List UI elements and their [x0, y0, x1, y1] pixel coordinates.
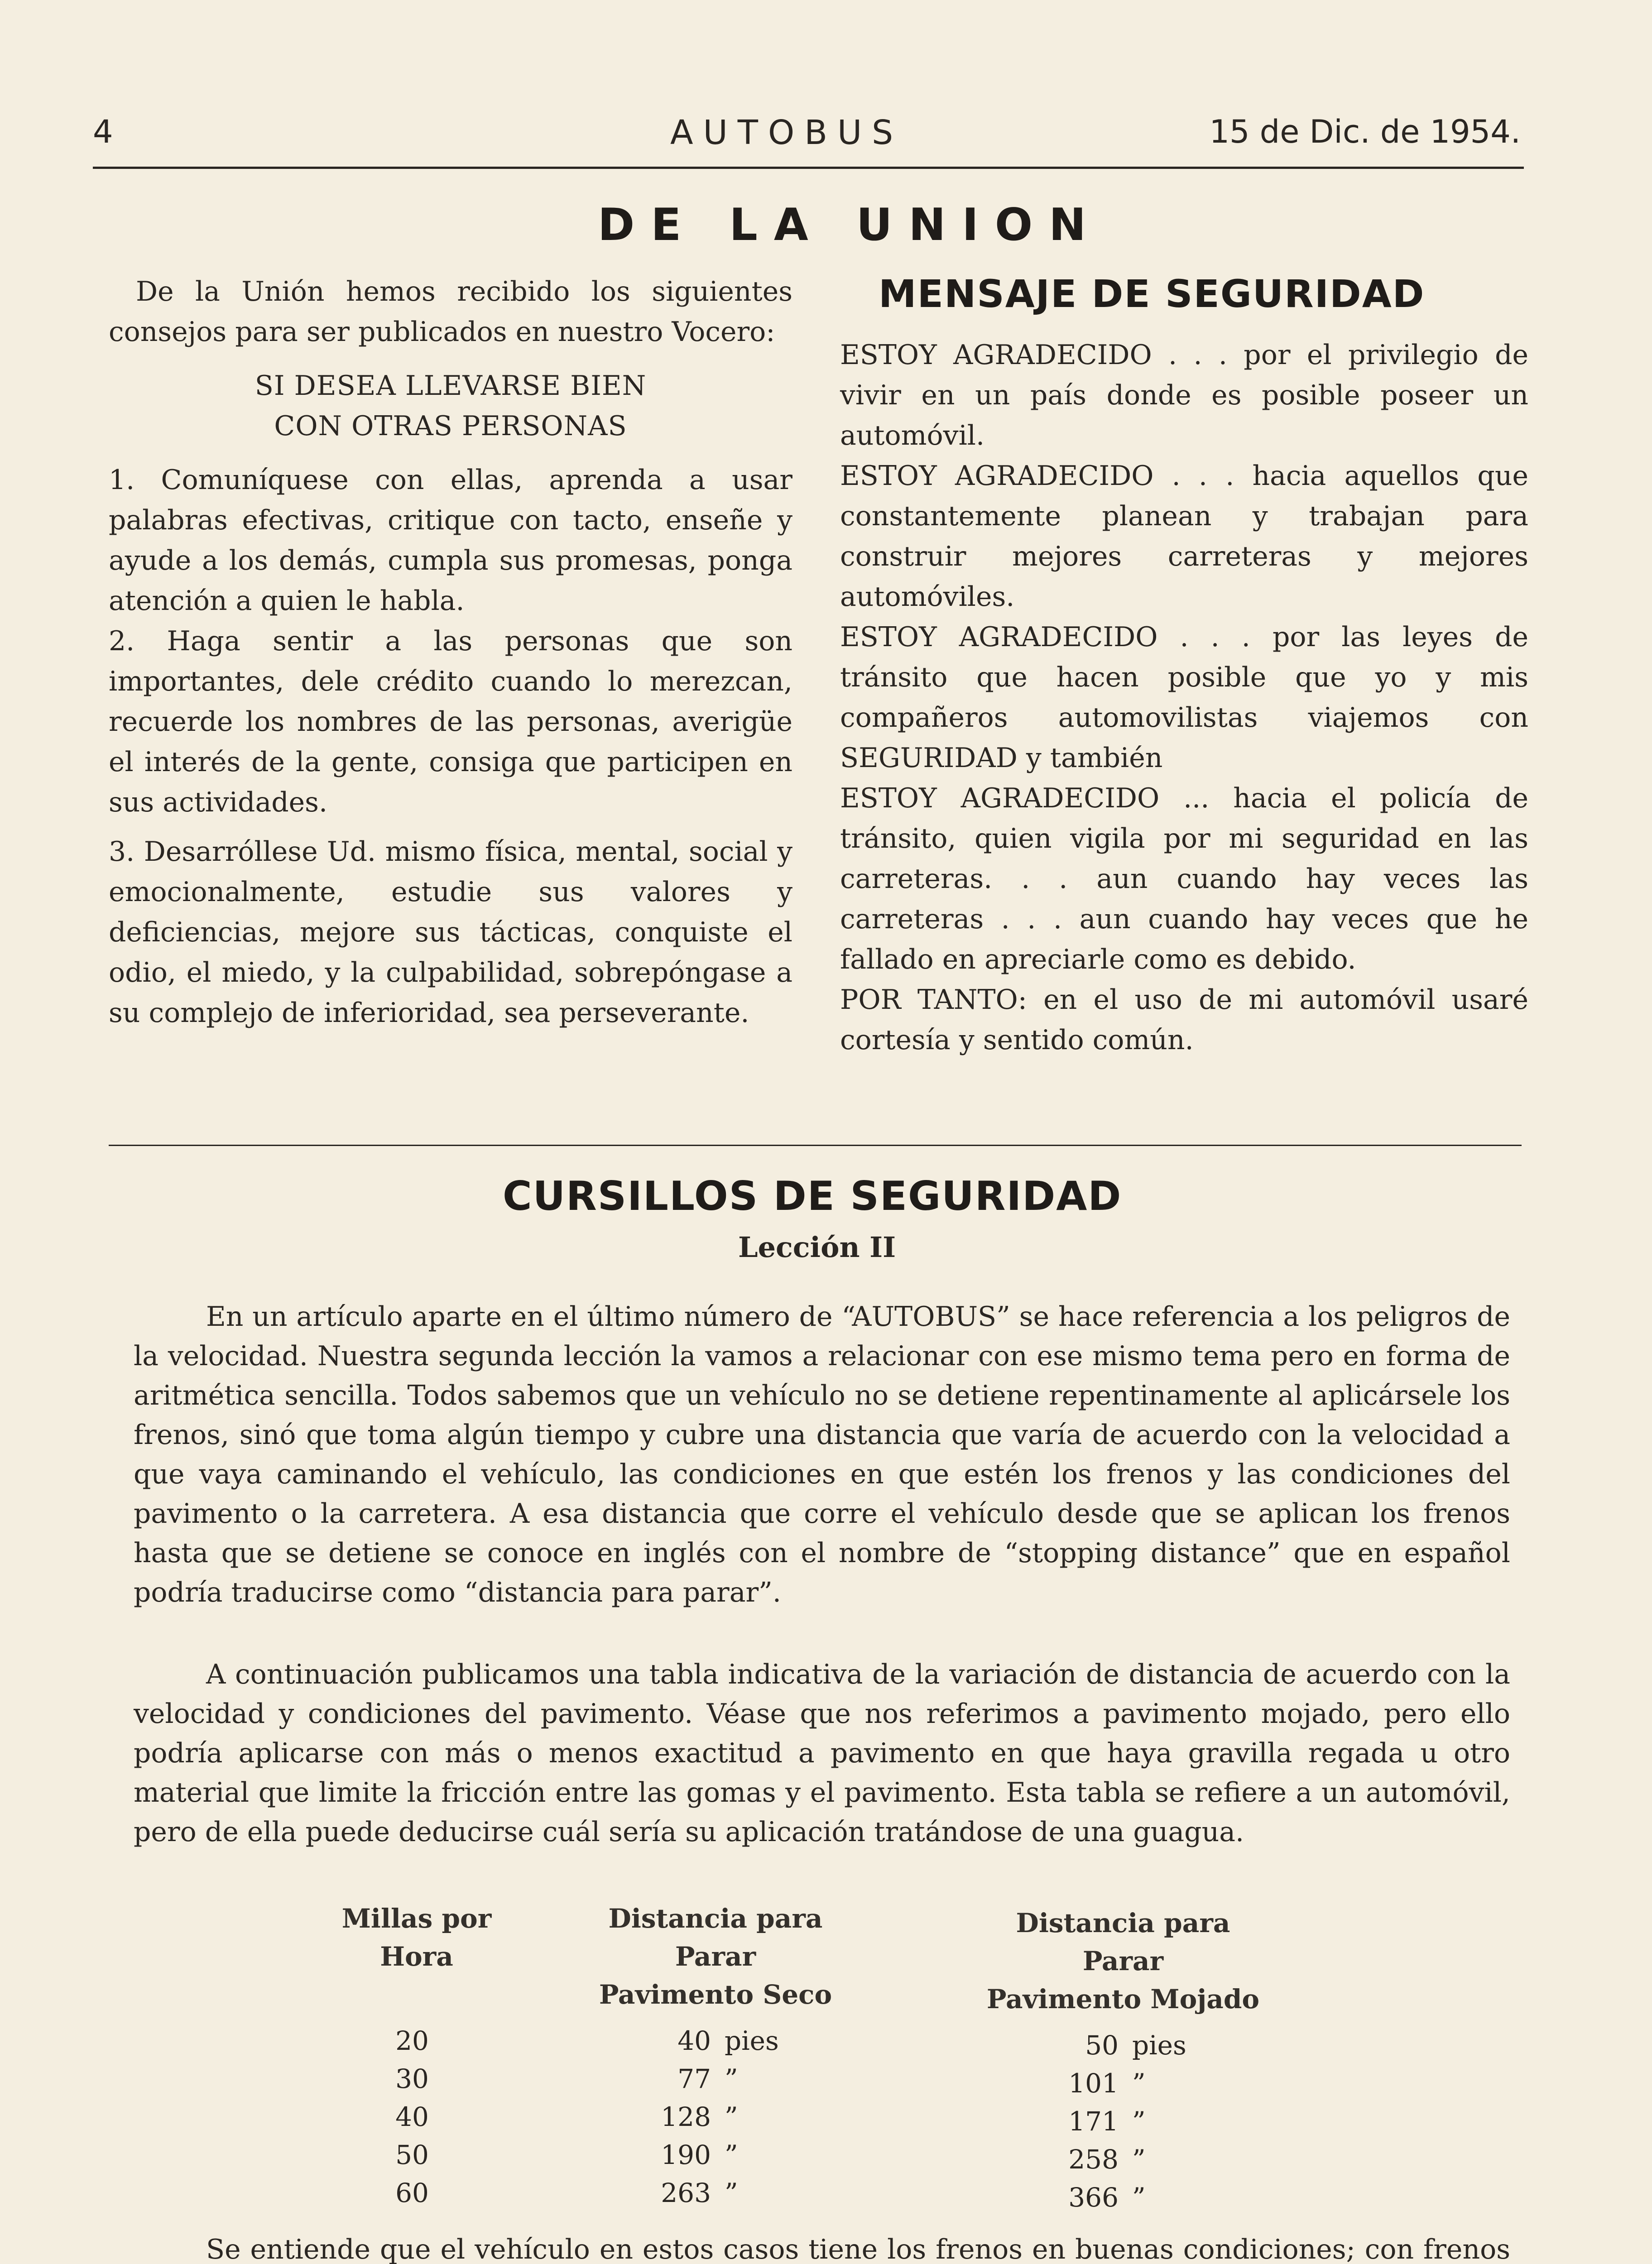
mensaje-paragraph-4: ESTOY AGRADECIDO ... hacia el policía de tránsito, quien vigila por mi seguridad en las carreteras. . . aun cuando hay veces las carreteras . . . aun cuando hay veces que he fallado en apreciarle como es debido. — [840, 782, 1528, 975]
cell-wet: 101 — [1068, 2068, 1119, 2099]
column-header-wet-line-3: Pavimento Mojado — [986, 1984, 1260, 2015]
cell-mph: 20 — [395, 2025, 429, 2056]
table-row — [317, 2063, 1359, 2101]
cell-wet-unit: ” — [1132, 2106, 1146, 2137]
cell-wet: 258 — [1068, 2144, 1119, 2175]
advice-item-2: 2. Haga sentir a las personas que son importantes, dele crédito cuando lo merezcan, recuerde los nombres de las personas, averigüe el interés de la gente, consiga que participen en sus actividades. — [109, 625, 792, 818]
table-row — [317, 2139, 1359, 2178]
advice-item-1: 1. Comuníquese con ellas, aprenda a usar palabras efectivas, critique con tacto, enseñe y ayude a los demás, cumpla sus promesas, ponga atención a quien le habla. — [109, 464, 792, 617]
page-number: 4 — [93, 113, 113, 150]
subtitle-line-2: CON OTRAS PERSONAS — [274, 410, 627, 442]
cursillos-paragraph-1-text: En un artículo aparte en el último número de “AUTOBUS” se hace referencia a los peligros de la velocidad. Nuestra segunda lección la vamos a relacionar con ese mismo tema pero en forma de aritmética sencilla. Todos sabemos que un vehículo no se detiene repentinamente al aplicársele los frenos, sinó que toma algún tiempo y cubre una distancia que varía de acuerdo con la velocidad a que vaya caminando el vehículo, las condiciones en que estén los frenos y las condiciones del pavimento o la carretera. A esa distancia que corre el vehículo desde que se aplican los frenos hasta que se detiene se conoce en inglés con el nombre de “stopping distance” que en español podría traducirse como “distancia para parar”. — [134, 1301, 1510, 1608]
mensaje-column — [840, 335, 1528, 1060]
cursillos-paragraph-2 — [134, 1655, 1510, 1852]
cell-wet: 50 — [1085, 2030, 1119, 2061]
cell-dry-unit: ” — [725, 2178, 738, 2208]
cell-dry: 40 — [677, 2025, 711, 2056]
cell-wet: 366 — [1068, 2182, 1119, 2213]
column-header-wet — [978, 1904, 1268, 2018]
advice-item-3: 3. Desarróllese Ud. mismo física, mental, social y emocionalmente, estudie sus valores y deficiencias, mejore sus tácticas, conquiste el odio, el miedo, y la culpabilidad, sobrepóngase a su complejo de inferioridad, sea perseverante. — [109, 836, 792, 1029]
issue-date: 15 de Dic. de 1954. — [1209, 113, 1521, 150]
cursillos-paragraph-1 — [134, 1297, 1510, 1612]
cursillos-title: CURSILLOS DE SEGURIDAD — [503, 1173, 1122, 1219]
cell-dry-unit: ” — [725, 2063, 738, 2094]
column-header-speed-line-1: Millas por — [341, 1903, 492, 1934]
cell-wet-unit: ” — [1132, 2144, 1146, 2175]
cell-wet-unit: ” — [1132, 2182, 1146, 2213]
subtitle-line-1: SI DESEA LLEVARSE BIEN — [255, 370, 647, 402]
cell-wet-unit: ” — [1132, 2068, 1146, 2099]
header-rule — [93, 167, 1524, 169]
cell-mph: 50 — [395, 2139, 429, 2170]
column-header-speed — [331, 1899, 503, 1976]
table-row — [317, 2101, 1359, 2139]
cursillos-paragraph-3 — [134, 2230, 1510, 2264]
de-la-union-title: DE LA UNION — [598, 199, 1103, 251]
section-divider — [109, 1145, 1522, 1146]
cursillos-paragraph-2-text: A continuación publicamos una tabla indicativa de la variación de distancia de acuerdo con la velocidad y condiciones del pavimento. Véase que nos referimos a pavimento mojado, pero ello podría aplicarse con más o menos exactitud a pavimento en que haya gravilla regada u otro material que limite la fricción entre las gomas y el pavimento. Esta tabla se refiere a un automóvil, pero de ella puede deducirse cuál sería su aplicación tratándose de una guagua. — [134, 1659, 1510, 1848]
table-row — [317, 2178, 1359, 2216]
publication-title: AUTOBUS — [670, 113, 903, 152]
cell-dry: 128 — [661, 2101, 711, 2132]
column-header-dry — [598, 1899, 833, 2014]
lesson-subtitle: Lección II — [738, 1231, 896, 1264]
column-header-speed-line-2: Hora — [380, 1941, 453, 1972]
cursillos-paragraph-3-text: Se entiende que el vehículo en estos casos tiene los frenos en buenas condiciones; con frenos — [206, 2234, 1510, 2264]
mensaje-paragraph-1: ESTOY AGRADECIDO . . . por el privilegio de vivir en un país donde es posible poseer un automóvil. — [840, 339, 1528, 451]
column-header-dry-line-3: Pavimento Seco — [599, 1979, 832, 2010]
cell-dry-unit: ” — [725, 2139, 738, 2170]
mensaje-paragraph-5: POR TANTO: en el uso de mi automóvil usaré cortesía y sentido común. — [840, 984, 1528, 1056]
cell-dry-unit: ” — [725, 2101, 738, 2132]
cell-wet-unit: pies — [1132, 2030, 1186, 2061]
mensaje-paragraph-3: ESTOY AGRADECIDO . . . por las leyes de tránsito que hacen posible que yo y mis compañeros automovilistas viajemos con SEGURIDAD y también — [840, 621, 1528, 774]
cell-dry: 263 — [661, 2178, 711, 2208]
mensaje-paragraph-2: ESTOY AGRADECIDO . . . hacia aquellos que constantemente planean y trabajan para construir mejores carreteras y mejores automóviles. — [840, 460, 1528, 613]
table-row — [317, 2025, 1359, 2063]
column-header-dry-line-2: Parar — [675, 1941, 756, 1972]
cell-dry: 190 — [661, 2139, 711, 2170]
cell-dry-unit: pies — [725, 2025, 779, 2056]
column-header-wet-line-1: Distancia para — [1016, 1908, 1230, 1938]
mensaje-title: MENSAJE DE SEGURIDAD — [879, 272, 1425, 316]
cell-mph: 60 — [395, 2178, 429, 2208]
cell-wet: 171 — [1068, 2106, 1119, 2137]
cell-mph: 40 — [395, 2101, 429, 2132]
cell-dry: 77 — [677, 2063, 711, 2094]
column-header-wet-line-2: Parar — [1082, 1946, 1164, 1976]
de-la-union-column — [109, 272, 792, 1033]
cell-mph: 30 — [395, 2063, 429, 2094]
intro-paragraph: De la Unión hemos recibido los siguientes consejos para ser publicados en nuestro Vocero: — [109, 276, 792, 348]
column-header-dry-line-1: Distancia para — [608, 1903, 823, 1934]
